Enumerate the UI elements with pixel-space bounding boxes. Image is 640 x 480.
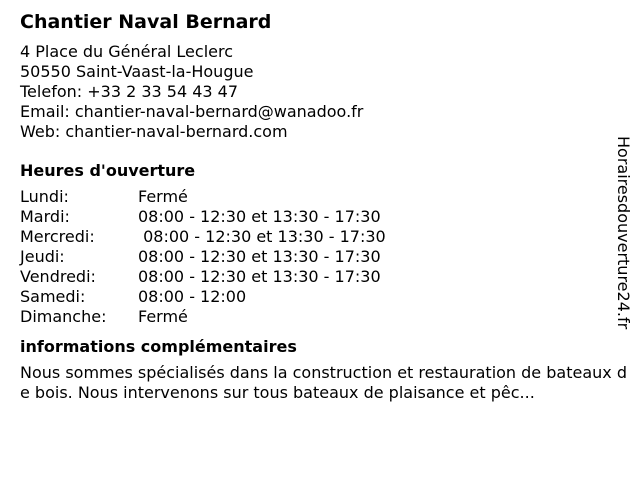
hours-row-thursday [20, 247, 386, 267]
day-hours: 08:00 - 12:30 et 13:30 - 17:30 [138, 247, 381, 266]
business-name: Chantier Naval Bernard [20, 11, 272, 33]
hours-row-friday [20, 267, 386, 287]
hours-row-sunday [20, 307, 386, 327]
hours-row-wednesday [20, 227, 386, 247]
day-label: Jeudi: [20, 247, 65, 266]
address-line-1: 4 Place du Général Leclerc [20, 42, 233, 61]
day-hours: Fermé [138, 307, 188, 326]
hours-row-monday [20, 187, 386, 207]
day-label: Mercredi: [20, 227, 95, 246]
day-label: Samedi: [20, 287, 86, 306]
hours-row-saturday [20, 287, 386, 307]
phone-line: Telefon: +33 2 33 54 43 47 [20, 82, 239, 101]
info-description: Nous sommes spécialisés dans la construction et restauration de bateaux de bois. Nous intervenons sur tous bateaux de plaisance et pêc... [20, 363, 627, 402]
day-hours: 08:00 - 12:00 [138, 287, 247, 306]
day-label: Mardi: [20, 207, 70, 226]
day-hours: Fermé [138, 187, 188, 206]
web-line: Web: chantier-naval-bernard.com [20, 122, 288, 141]
day-hours: 08:00 - 12:30 et 13:30 - 17:30 [138, 227, 386, 246]
hours-row-tuesday [20, 207, 386, 227]
address-line-2: 50550 Saint-Vaast-la-Hougue [20, 62, 254, 81]
day-label: Dimanche: [20, 307, 107, 326]
day-hours: 08:00 - 12:30 et 13:30 - 17:30 [138, 207, 381, 226]
site-watermark: Horairesdouverture24.fr [614, 136, 633, 330]
email-line: Email: chantier-naval-bernard@wanadoo.fr [20, 102, 364, 121]
day-label: Vendredi: [20, 267, 96, 286]
day-hours: 08:00 - 12:30 et 13:30 - 17:30 [138, 267, 381, 286]
info-heading: informations complémentaires [20, 337, 297, 356]
hours-table [20, 187, 386, 327]
hours-heading: Heures d'ouverture [20, 161, 196, 180]
day-label: Lundi: [20, 187, 69, 206]
